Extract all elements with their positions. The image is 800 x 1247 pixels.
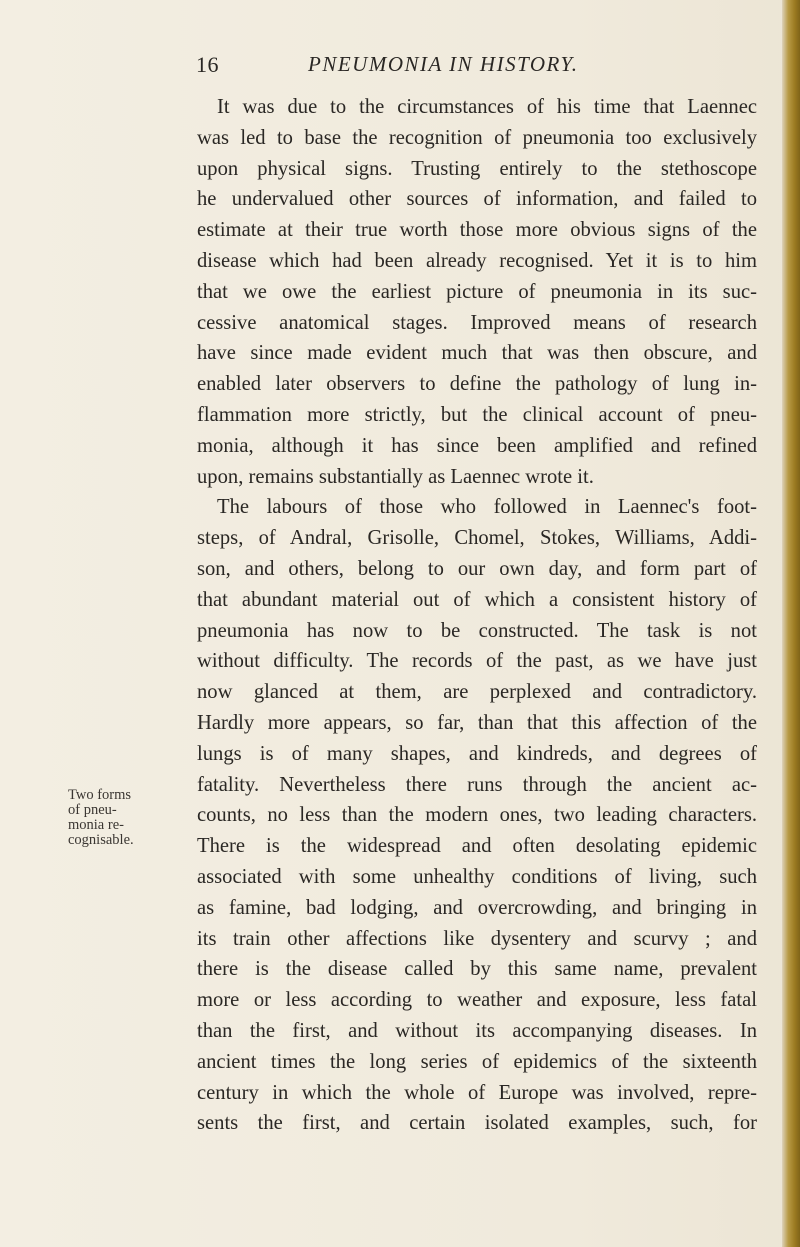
margin-note-line: monia re- xyxy=(68,817,124,833)
text-line: fatality. Nevertheless there runs through the ancient ac- xyxy=(197,773,757,796)
margin-note-line: cognisable. xyxy=(68,832,134,848)
margin-note xyxy=(68,788,196,848)
running-head xyxy=(0,52,800,82)
text-line: that abundant material out of which a consistent history of xyxy=(197,588,757,611)
body-text xyxy=(197,92,757,1139)
text-line: that we owe the earliest picture of pneumonia in its suc- xyxy=(197,280,757,303)
text-line: estimate at their true worth those more obvious signs of the xyxy=(197,219,757,242)
text-line: than the first, and without its accompanying diseases. In xyxy=(197,1019,757,1042)
gilt-page-edge xyxy=(782,0,800,1247)
text-line: was led to base the recognition of pneumonia too exclusively xyxy=(197,126,757,149)
text-line: as famine, bad lodging, and overcrowding, and bringing in xyxy=(197,896,757,919)
page-number: 16 xyxy=(196,52,219,77)
text-line: son, and others, belong to our own day, and form part of xyxy=(197,557,757,580)
text-line: now glanced at them, are perplexed and contradictory. xyxy=(197,681,757,704)
text-line: pneumonia has now to be constructed. The task is not xyxy=(197,619,757,642)
text-line: steps, of Andral, Grisolle, Chomel, Stokes, Williams, Addi- xyxy=(197,527,757,550)
text-line: sents the first, and certain isolated examples, such, for xyxy=(197,1112,757,1135)
text-line: cessive anatomical stages. Improved means of research xyxy=(197,311,757,334)
text-line: disease which had been already recognised. Yet it is to him xyxy=(197,249,757,272)
text-line: monia, although it has since been amplified and refined xyxy=(197,434,757,457)
margin-note-line: of pneu- xyxy=(68,802,117,818)
text-line: upon physical signs. Trusting entirely to the stethoscope xyxy=(197,157,757,180)
margin-note-line: Two forms xyxy=(68,787,132,803)
text-line: its train other affections like dysentery and scurvy ; and xyxy=(197,927,757,950)
text-line: ancient times the long series of epidemics of the sixteenth xyxy=(197,1050,757,1073)
text-line: he undervalued other sources of information, and failed to xyxy=(197,188,757,211)
text-line: There is the widespread and often desolating epidemic xyxy=(197,835,757,858)
text-line: flammation more strictly, but the clinical account of pneu- xyxy=(197,403,757,426)
text-line: It was due to the circumstances of his time that Laennec xyxy=(217,96,757,118)
text-line: without difficulty. The records of the past, as we have just xyxy=(197,650,757,673)
text-line: century in which the whole of Europe was involved, repre- xyxy=(197,1081,757,1104)
text-line: counts, no less than the modern ones, two leading characters. xyxy=(197,804,757,827)
text-line: have since made evident much that was then obscure, and xyxy=(197,342,757,365)
text-line: there is the disease called by this same name, prevalent xyxy=(197,958,757,981)
text-line: Hardly more appears, so far, than that this affection of the xyxy=(197,711,757,734)
page-header-title: PNEUMONIA IN HISTORY. xyxy=(308,52,579,76)
text-line: The labours of those who followed in Laennec's foot- xyxy=(217,496,757,519)
text-line: lungs is of many shapes, and kindreds, and degrees of xyxy=(197,742,757,765)
text-line: upon, remains substantially as Laennec wrote it. xyxy=(197,465,594,488)
text-line: associated with some unhealthy conditions of living, such xyxy=(197,865,757,888)
text-line: more or less according to weather and exposure, less fatal xyxy=(197,989,757,1012)
text-line: enabled later observers to define the pathology of lung in- xyxy=(197,373,757,396)
